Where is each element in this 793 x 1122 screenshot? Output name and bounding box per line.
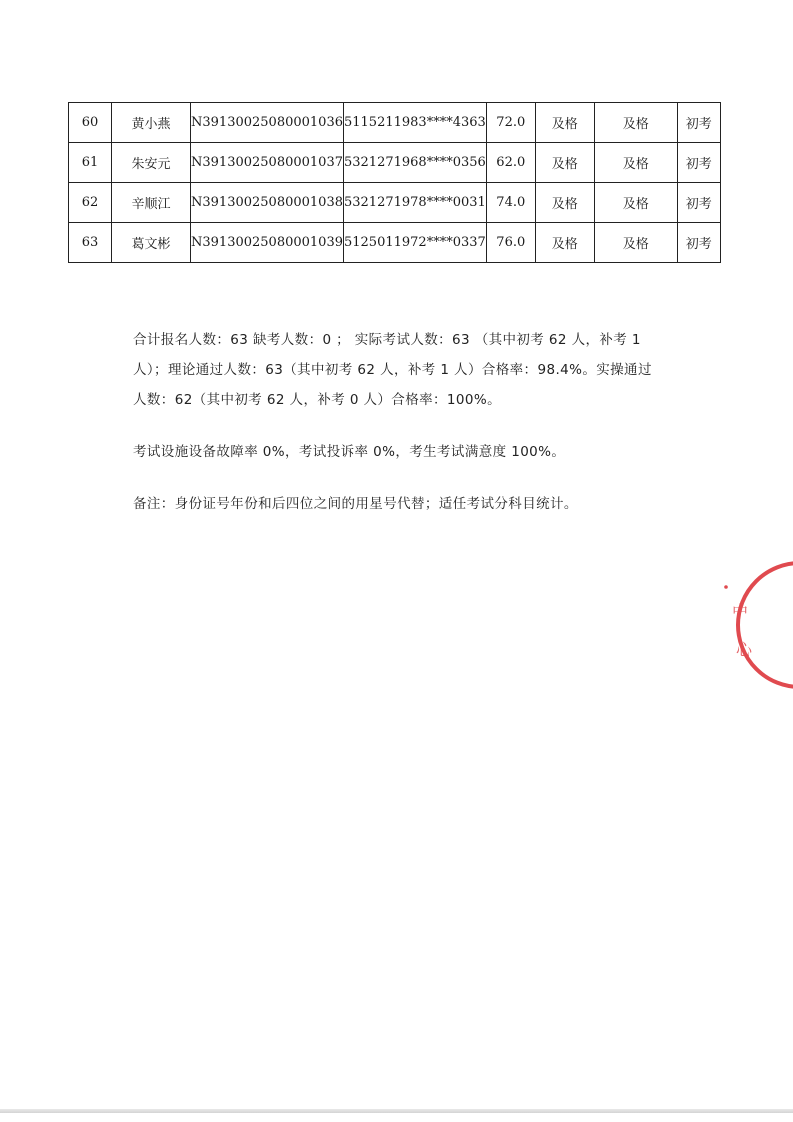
- id-number: 5125011972****0337: [343, 223, 486, 263]
- id-number: 5321271978****0031: [343, 183, 486, 223]
- practice-result: 及格: [594, 223, 677, 263]
- theory-result: 及格: [535, 183, 594, 223]
- candidate-name: 朱安元: [112, 143, 191, 183]
- certificate-number: N39130025080001038: [191, 183, 344, 223]
- totals-paragraph: 合计报名人数：63 缺考人数：0 ； 实际考试人数：63 （其中初考 62 人，补考 1 人）；理论通过人数：63（其中初考 62 人，补考 1 人）合格率：98.4%。实操通过人数：62（其中初考 62 人，补考 0 人）合格率：100%。: [133, 332, 652, 408]
- row-number: 62: [69, 183, 112, 223]
- summary-section: [133, 325, 663, 519]
- practice-result: 及格: [594, 103, 677, 143]
- id-number: 5115211983****4363: [343, 103, 486, 143]
- theory-result: 及格: [535, 223, 594, 263]
- row-number: 61: [69, 143, 112, 183]
- svg-text:中: 中: [732, 602, 749, 621]
- certificate-number: N39130025080001037: [191, 143, 344, 183]
- theory-result: 及格: [535, 143, 594, 183]
- table-row: [69, 143, 721, 183]
- bottom-scan-edge: [0, 1109, 793, 1113]
- theory-result: 及格: [535, 103, 594, 143]
- exam-type: 初考: [677, 143, 720, 183]
- note-paragraph: 备注：身份证号年份和后四位之间的用星号代替；适任考试分科目统计。: [133, 496, 578, 512]
- candidate-name: 葛文彬: [112, 223, 191, 263]
- exam-type: 初考: [677, 223, 720, 263]
- official-seal-icon: [718, 555, 793, 695]
- rates-paragraph: 考试设施设备故障率 0%，考试投诉率 0%，考生考试满意度 100%。: [133, 444, 566, 460]
- row-number: 60: [69, 103, 112, 143]
- row-number: 63: [69, 223, 112, 263]
- theory-score: 74.0: [486, 183, 535, 223]
- practice-result: 及格: [594, 143, 677, 183]
- theory-score: 72.0: [486, 103, 535, 143]
- id-number: 5321271968****0356: [343, 143, 486, 183]
- theory-score: 76.0: [486, 223, 535, 263]
- theory-score: 62.0: [486, 143, 535, 183]
- candidate-name: 辛顺江: [112, 183, 191, 223]
- paragraph-gap: [133, 467, 663, 489]
- table-row: [69, 103, 721, 143]
- certificate-number: N39130025080001036: [191, 103, 344, 143]
- paragraph-gap: [133, 415, 663, 437]
- table-row: [69, 183, 721, 223]
- candidate-name: 黄小燕: [112, 103, 191, 143]
- exam-type: 初考: [677, 103, 720, 143]
- results-table: [68, 102, 721, 263]
- svg-text:心: 心: [736, 640, 753, 659]
- table-row: [69, 223, 721, 263]
- practice-result: 及格: [594, 183, 677, 223]
- exam-type: 初考: [677, 183, 720, 223]
- certificate-number: N39130025080001039: [191, 223, 344, 263]
